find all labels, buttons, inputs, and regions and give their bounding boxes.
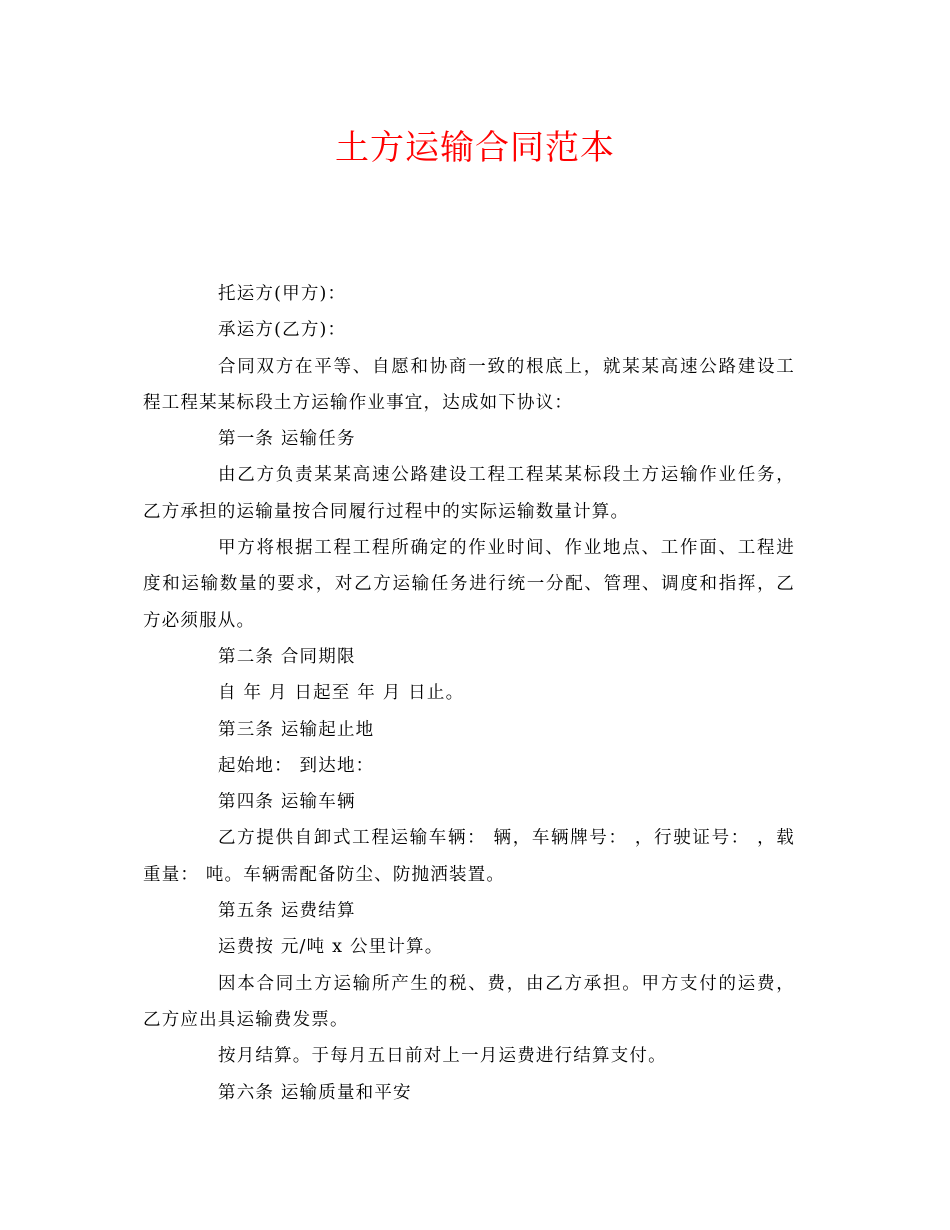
article-5-paragraph-1: 运费按 元/吨 x 公里计算。	[218, 937, 444, 958]
article-2-paragraph: 自 年 月 日起至 年 月 日止。	[218, 683, 465, 704]
article-3-paragraph: 起始地： 到达地：	[218, 755, 375, 776]
preamble-paragraph: 合同双方在平等、自愿和协商一致的根底上，就某某高速公路建设工程工程某某标段土方运输作业事宜，达成如下协议：	[143, 356, 795, 413]
article-1-heading: 第一条 运输任务	[218, 429, 356, 450]
article-1-paragraph-2: 甲方将根据工程工程所确定的作业时间、作业地点、工作面、工程进度和运输数量的要求，对乙方运输任务进行统一分配、管理、调度和指挥，乙方必须服从。	[143, 538, 795, 631]
article-4-heading: 第四条 运输车辆	[218, 792, 356, 813]
article-4-paragraph: 乙方提供自卸式工程运输车辆： 辆，车辆牌号： ，行驶证号： ，载重量： 吨。车辆需配备防尘、防抛洒装置。	[143, 828, 795, 885]
article-1-paragraph-1: 由乙方负责某某高速公路建设工程工程某某标段土方运输作业任务，乙方承担的运输量按合同履行过程中的实际运输数量计算。	[143, 465, 795, 522]
document-title: 土方运输合同范本	[335, 128, 615, 168]
party-a-line: 托运方(甲方)：	[218, 284, 347, 304]
document-body	[143, 276, 795, 1111]
article-3-heading: 第三条 运输起止地	[218, 719, 375, 740]
article-5-paragraph-3: 按月结算。于每月五日前对上一月运费进行结算支付。	[218, 1046, 667, 1067]
article-5-heading: 第五条 运费结算	[218, 901, 356, 922]
party-b-line: 承运方(乙方)：	[218, 320, 347, 341]
article-2-heading: 第二条 合同期限	[218, 646, 356, 667]
article-5-paragraph-2: 因本合同土方运输所产生的税、费，由乙方承担。甲方支付的运费，乙方应出具运输费发票。	[143, 973, 795, 1030]
article-6-heading: 第六条 运输质量和平安	[218, 1082, 412, 1103]
